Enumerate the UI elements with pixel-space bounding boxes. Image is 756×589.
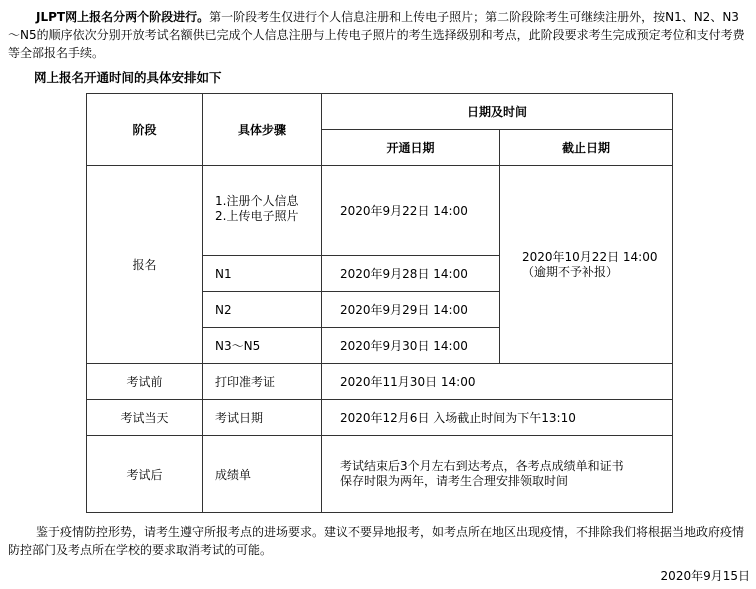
header-datetime: 日期及时间 xyxy=(322,94,673,130)
step-register-line: 1.注册个人信息 xyxy=(215,194,299,208)
intro-paragraph xyxy=(8,8,748,62)
open-date-register: 2020年9月22日 14:00 xyxy=(322,166,500,256)
close-date-remark: （逾期不予补报） xyxy=(522,264,619,279)
header-open-date: 开通日期 xyxy=(322,130,500,166)
after-exam-line1: 考试结束后3个月左右到达考点，各考点成绩单和证书 xyxy=(340,459,624,473)
step-n3-n5: N3～N5 xyxy=(203,328,322,364)
schedule-subtitle: 网上报名开通时间的具体安排如下 xyxy=(34,70,222,85)
stage-after-exam: 考试后 xyxy=(87,436,203,513)
open-date-n3-n5: 2020年9月30日 14:00 xyxy=(322,328,500,364)
stage-exam-day: 考试当天 xyxy=(87,400,203,436)
intro-text: 第一阶段考生仅进行个人信息注册和上传电子照片；第二阶段除考生可继续注册外，按N1、N2、N3～N5的顺序依次分别开放考试名额供已完成个人信息注册与上传电子照片的考生选择级别和考点，此阶段要求考生完成预定考位和支付考费等全部报名手续。 xyxy=(8,10,745,60)
close-date-line: 2020年10月22日 14:00 xyxy=(522,249,658,264)
after-exam-line2: 保存时限为两年，请考生合理安排领取时间 xyxy=(340,474,569,488)
publish-date: 2020年9月15日 xyxy=(660,569,750,583)
table-row xyxy=(87,166,673,256)
epidemic-note: 鉴于疫情防控形势，请考生遵守所报考点的进场要求。建议不要异地报考，如考点所在地区出现疫情，不排除我们将根据当地政府疫情防控部门及考点所在学校的要求取消考试的可能。 xyxy=(8,525,745,557)
step-register-upload xyxy=(203,166,322,256)
date-exam-day: 2020年12月6日 入场截止时间为下午13:10 xyxy=(322,400,673,436)
table-row xyxy=(87,364,673,400)
date-before-exam: 2020年11月30日 14:00 xyxy=(322,364,673,400)
date-after-exam xyxy=(322,436,673,513)
close-date-registration xyxy=(500,166,673,364)
header-close-date: 截止日期 xyxy=(500,130,673,166)
step-exam-date: 考试日期 xyxy=(203,400,322,436)
stage-registration: 报名 xyxy=(87,166,203,364)
table-header-row xyxy=(87,94,673,130)
step-n2: N2 xyxy=(203,292,322,328)
step-upload-line: 2.上传电子照片 xyxy=(215,209,299,223)
open-date-n1: 2020年9月28日 14:00 xyxy=(322,256,500,292)
intro-bold-lead: JLPT网上报名分两个阶段进行。 xyxy=(36,10,210,24)
step-print-ticket: 打印准考证 xyxy=(203,364,322,400)
header-steps: 具体步骤 xyxy=(203,94,322,166)
schedule-table xyxy=(86,93,673,513)
open-date-n2: 2020年9月29日 14:00 xyxy=(322,292,500,328)
step-score-report: 成绩单 xyxy=(203,436,322,513)
header-stage: 阶段 xyxy=(87,94,203,166)
stage-before-exam: 考试前 xyxy=(87,364,203,400)
table-row xyxy=(87,400,673,436)
table-row xyxy=(87,436,673,513)
step-n1: N1 xyxy=(203,256,322,292)
